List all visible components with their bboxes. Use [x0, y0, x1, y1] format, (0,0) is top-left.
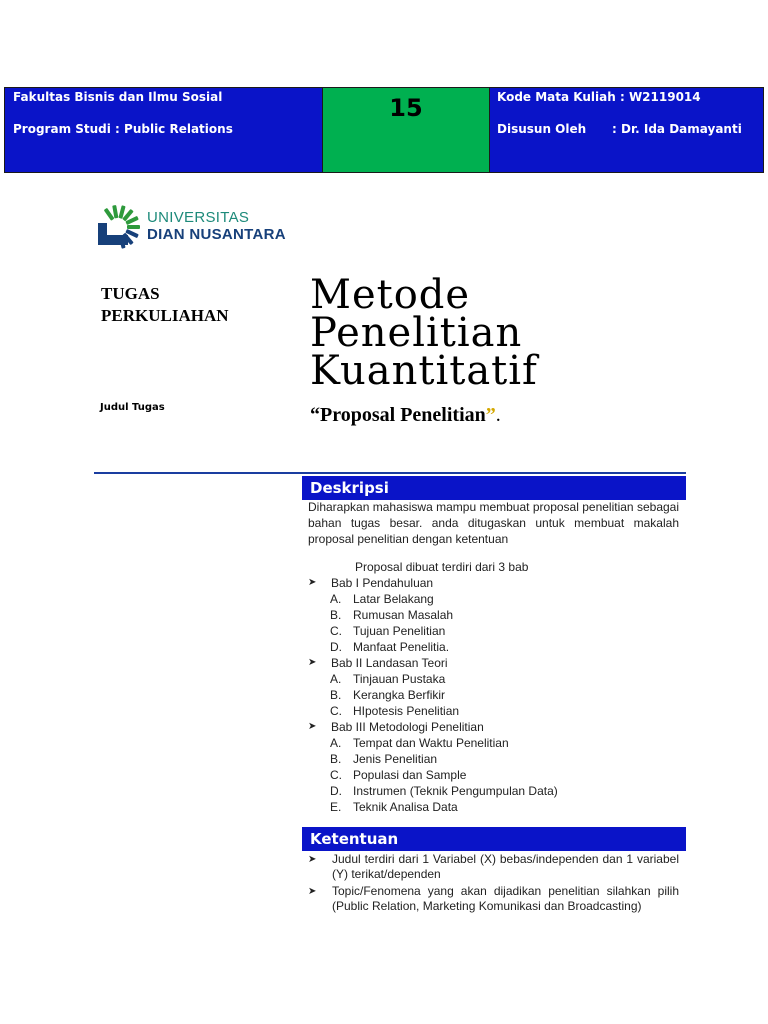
subtitle-open-quote: “	[310, 404, 320, 426]
list-item: A. Latar Belakang	[330, 592, 434, 606]
assignment-title-label: Judul Tugas	[100, 402, 165, 413]
bab-list	[308, 559, 679, 815]
ketentuan-list	[308, 852, 679, 914]
bab-list-lead: Proposal dibuat terdiri dari 3 bab	[355, 560, 529, 574]
list-item: B. Rumusan Masalah	[330, 608, 454, 622]
header-right-cell	[490, 88, 763, 172]
list-item: C. Populasi dan Sample	[330, 768, 467, 782]
sunburst-logo-icon	[98, 203, 142, 249]
list-item: D. Manfaat Penelitia.	[330, 640, 450, 654]
header-left-cell	[5, 88, 322, 172]
deskripsi-heading: Deskripsi	[302, 476, 686, 500]
list-item: C. HIpotesis Penelitian	[330, 704, 460, 718]
list-item: D. Instrumen (Teknik Pengumpulan Data)	[330, 784, 558, 798]
list-item: B. Jenis Penelitian	[330, 752, 438, 766]
header-number-cell	[322, 88, 490, 172]
author-label: Disusun Oleh	[497, 122, 587, 136]
list-item: ➤ Bab III Metodologi Penelitian	[308, 719, 679, 735]
course-title-line: Metode	[310, 272, 471, 318]
logo-university-text: UNIVERSITAS	[147, 209, 250, 226]
session-number: 15	[389, 94, 423, 122]
list-item: ➤ Topic/Fenomena yang akan dijadikan penelitian silahkan pilih (Public Relation, Marketing Komunikasi dan Broadcasting)	[308, 884, 679, 914]
list-item: A. Tempat dan Waktu Penelitian	[330, 736, 509, 750]
faculty-text: Fakultas Bisnis dan Ilmu Sosial	[13, 90, 223, 104]
author-value: : Dr. Ida Damayanti	[612, 122, 742, 136]
course-title-line: Penelitian	[310, 310, 523, 356]
assignment-type-line1: TUGAS	[101, 284, 160, 303]
list-item: A. Tinjauan Pustaka	[330, 672, 446, 686]
course-title	[310, 272, 538, 394]
subtitle-text: Proposal Penelitian	[320, 404, 486, 426]
course-header	[4, 87, 764, 173]
list-item: C. Tujuan Penelitian	[330, 624, 446, 638]
university-logo	[98, 203, 318, 251]
list-item: ➤ Bab I Pendahuluan	[308, 575, 679, 591]
program-text: Program Studi : Public Relations	[13, 122, 233, 136]
list-item: ➤ Bab II Landasan Teori	[308, 655, 679, 671]
list-item: E. Teknik Analisa Data	[330, 800, 458, 814]
logo-name-text: DIAN NUSANTARA	[147, 226, 286, 243]
assignment-type-line2: PERKULIAHAN	[101, 306, 229, 325]
list-item: B. Kerangka Berfikir	[330, 688, 446, 702]
assignment-subtitle	[310, 404, 501, 427]
deskripsi-paragraph: Diharapkan mahasiswa mampu membuat proposal penelitian sebagai bahan tugas besar. anda ditugaskan untuk membuat makalah proposal penelitian dengan ketentuan	[308, 500, 679, 546]
divider-left	[94, 472, 300, 474]
ketentuan-heading: Ketentuan	[302, 827, 686, 851]
course-code-text: Kode Mata Kuliah : W2119014	[497, 90, 701, 104]
course-title-line: Kuantitatif	[310, 348, 538, 394]
assignment-type	[101, 283, 291, 327]
subtitle-period: .	[495, 404, 501, 426]
list-item: ➤ Judul terdiri dari 1 Variabel (X) bebas/independen dan 1 variabel (Y) terikat/dependen	[308, 852, 679, 882]
subtitle-close-quote: ”	[485, 404, 496, 426]
divider-right	[300, 472, 686, 474]
